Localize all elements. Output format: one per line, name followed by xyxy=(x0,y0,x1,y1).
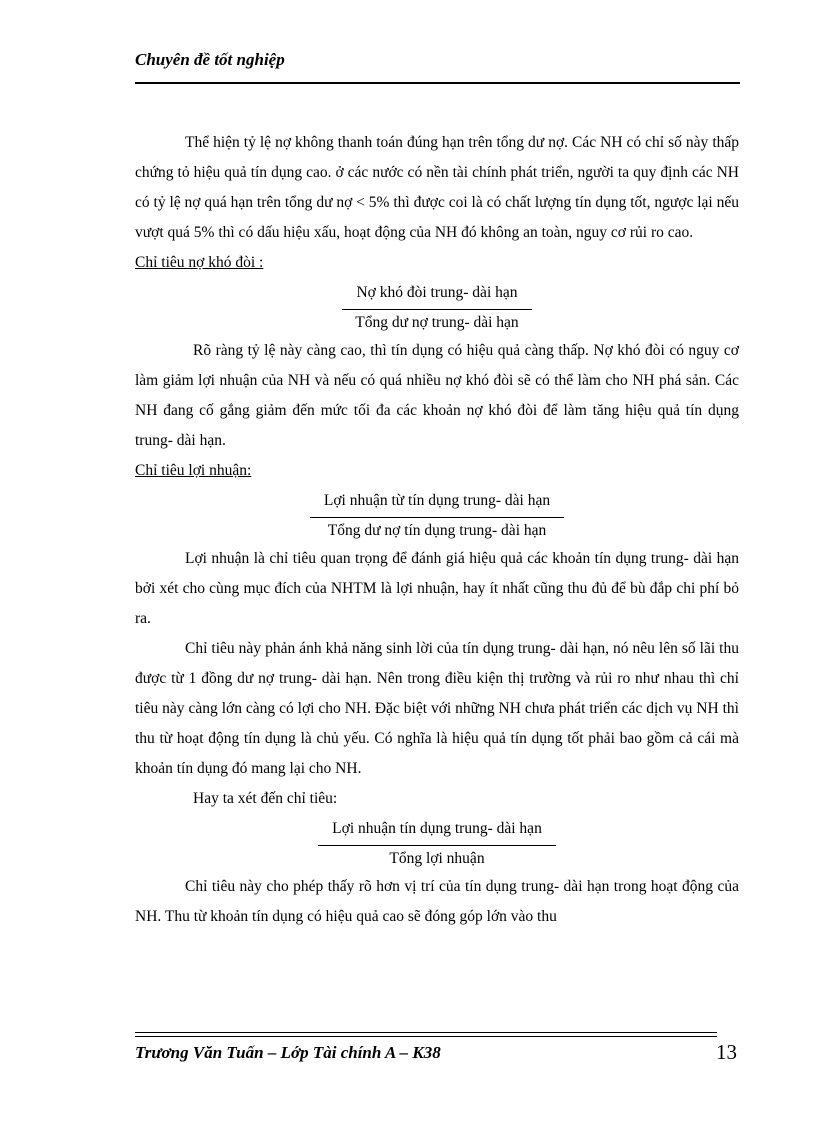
footer-rule xyxy=(135,1032,717,1033)
section-label-text: Chỉ tiêu nợ khó đòi : xyxy=(135,254,264,271)
formula-numerator: Nợ khó đòi trung- dài hạn xyxy=(342,281,531,310)
formula-denominator: Tổng dư nợ tín dụng trung- dài hạn xyxy=(327,522,547,539)
page-header-title: Chuyên đề tốt nghiệp xyxy=(135,50,285,69)
formula-bad-debt xyxy=(135,278,739,336)
section-label-text: Chỉ tiêu lợi nhuận: xyxy=(135,462,252,479)
section-label xyxy=(135,248,739,278)
formula-numerator: Lợi nhuận từ tín dụng trung- dài hạn xyxy=(310,489,564,518)
formula-profit xyxy=(135,486,739,544)
section-label xyxy=(135,456,739,486)
header-rule xyxy=(135,82,740,84)
formula-numerator: Lợi nhuận tín dụng trung- dài hạn xyxy=(318,817,556,846)
formula-profit-share xyxy=(135,814,739,872)
page-number: 13 xyxy=(716,1040,737,1064)
formula-denominator: Tổng dư nợ trung- dài hạn xyxy=(355,314,519,331)
paragraph: Lợi nhuận là chỉ tiêu quan trọng để đánh giá hiệu quả các khoản tín dụng trung- dài hạn bởi xét cho cùng mục đích của NHTM là lợi nhuận, hay ít nhất cũng thu đủ để bù đắp chi phí bỏ ra. xyxy=(135,550,739,627)
paragraph: Hay ta xét đến chỉ tiêu: xyxy=(193,790,338,807)
paragraph: Rõ ràng tỷ lệ này càng cao, thì tín dụng có hiệu quả càng thấp. Nợ khó đòi có nguy cơ làm giảm lợi nhuận của NH và nếu có quá nhiều nợ khó đòi sẽ có thể làm cho NH phá sản. Các NH đang cố gắng giảm đến mức tối đa các khoản nợ khó đòi để làm tăng hiệu quả tín dụng trung- dài hạn. xyxy=(135,342,739,449)
formula-denominator: Tổng lợi nhuận xyxy=(389,850,485,867)
footer-author: Trương Văn Tuấn – Lớp Tài chính A – K38 xyxy=(135,1043,441,1062)
document-body xyxy=(135,128,739,932)
footer-rule xyxy=(135,1036,717,1037)
paragraph: Chỉ tiêu này cho phép thấy rõ hơn vị trí của tín dụng trung- dài hạn trong hoạt động của NH. Thu từ khoản tín dụng có hiệu quả cao sẽ đóng góp lớn vào thu xyxy=(135,878,739,925)
paragraph: Thể hiện tỷ lệ nợ không thanh toán đúng hạn trên tổng dư nợ. Các NH có chỉ số này thấp chứng tỏ hiệu quả tín dụng cao. ở các nước có nền tài chính phát triển, người ta quy định các NH có tỷ lệ nợ quá hạn trên tổng dư nợ < 5% thì được coi là có chất lượng tín dụng tốt, ngược lại nếu vượt quá 5% thì có dấu hiệu xấu, hoạt động của NH đó không an toàn, nguy cơ rủi ro cao. xyxy=(135,134,739,241)
paragraph: Chỉ tiêu này phản ánh khả năng sinh lời của tín dụng trung- dài hạn, nó nêu lên số lãi thu được từ 1 đồng dư nợ trung- dài hạn. Nên trong điều kiện thị trường và rủi ro như nhau thì chỉ tiêu này càng lớn càng có lợi cho NH. Đặc biệt với những NH chưa phát triển các dịch vụ NH thì thu từ hoạt động tín dụng là chủ yếu. Có nghĩa là hiệu quả tín dụng tốt phải bao gồm cả cái mà khoản tín dụng đó mang lại cho NH. xyxy=(135,640,739,777)
